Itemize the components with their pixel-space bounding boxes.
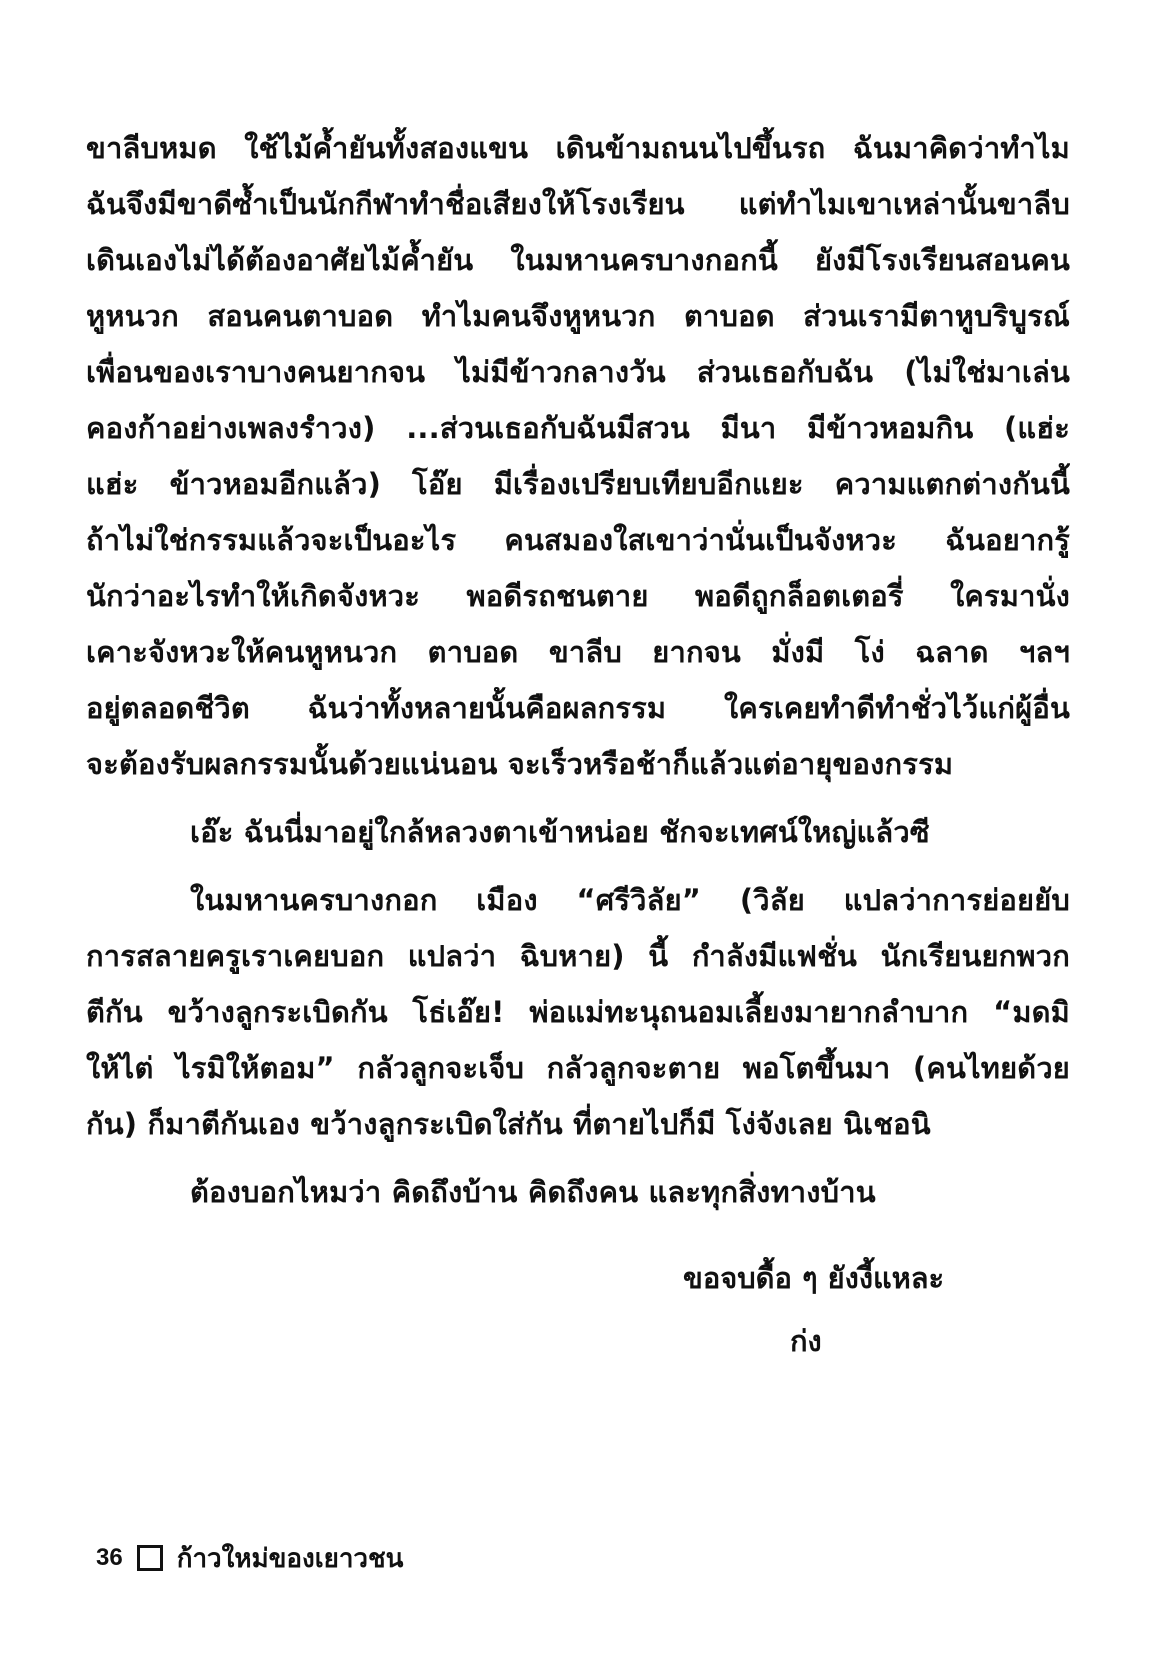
text-line: ให้ไต่ ไรมิให้ตอม” กลัวลูกจะเจ็บ กลัวลูกจะตาย พอโตขึ้นมา (คนไทยด้วย [86,1051,1070,1085]
paragraph-1 [86,120,1070,792]
text-line: ต้องบอกไหมว่า คิดถึงบ้าน คิดถึงคน และทุกสิ่งทางบ้าน [190,1175,876,1209]
text-line: จะต้องรับผลกรรมนั้นด้วยแน่นอน จะเร็วหรือช้าก็แล้วแต่อายุของกรรม [86,747,954,781]
publication-title: ก้าวใหม่ของเยาวชน [176,1543,404,1574]
text-line: เดินเองไม่ได้ต้องอาศัยไม้ค้ำยัน ในมหานครบางกอกนี้ ยังมีโรงเรียนสอนคน [86,243,1070,277]
paragraph-2 [86,804,1070,860]
paragraph-3 [86,872,1070,1152]
text-line: ขาลีบหมด ใช้ไม้ค้ำยันทั้งสองแขน เดินข้ามถนนไปขึ้นรถ ฉันมาคิดว่าทำไม [86,131,1070,165]
letter-body [86,120,1070,1220]
text-line: ตีกัน ขว้างลูกระเบิดกัน โธ่เอ๊ย! พ่อแม่ทะนุถนอมเลี้ยงมายากลำบาก “มดมิ [86,995,1070,1029]
text-line: เอ๊ะ ฉันนี่มาอยู่ใกล้หลวงตาเข้าหน่อย ชักจะเทศน์ใหญ่แล้วซี [190,815,930,849]
text-line: คองก้าอย่างเพลงรำวง) ...ส่วนเธอกับฉันมีสวน มีนา มีข้าวหอมกิน (แฮ่ะ [86,411,1070,445]
text-line: กัน) ก็มาตีกันเอง ขว้างลูกระเบิดใส่กัน ที่ตายไปก็มี โง่จังเลย นิเชอนิ [86,1107,931,1141]
text-line: หูหนวก สอนคนตาบอด ทำไมคนจึงหูหนวก ตาบอด ส่วนเรามีตาหูบริบูรณ์ [86,299,1070,333]
closing-farewell: ขอจบดื้อ ๆ ยังงี้แหละ [683,1261,945,1295]
text-line: การสลายครูเราเคยบอก แปลว่า ฉิบหาย) นี้ กำลังมีแฟชั่น นักเรียนยกพวก [86,939,1070,973]
text-line: เพื่อนของเราบางคนยากจน ไม่มีข้าวกลางวัน ส่วนเธอกับฉัน (ไม่ใช่มาเล่น [86,355,1070,389]
text-line: อยู่ตลอดชีวิต ฉันว่าทั้งหลายนั้นคือผลกรรม ใครเคยทำดีทำชั่วไว้แก่ผู้อื่น [86,691,1070,725]
text-line: ถ้าไม่ใช่กรรมแล้วจะเป็นอะไร คนสมองใสเขาว่านั่นเป็นจังหวะ ฉันอยากรู้ [86,523,1070,557]
paragraph-4 [86,1164,1070,1220]
signature: ก่ง [790,1324,822,1358]
square-box-icon [137,1545,163,1571]
page-number: 36 [96,1544,123,1571]
text-line: แฮ่ะ ข้าวหอมอีกแล้ว) โอ๊ย มีเรื่องเปรียบเทียบอีกแยะ ความแตกต่างกันนี้ [86,467,1070,501]
text-line: ในมหานครบางกอก เมือง “ศรีวิลัย” (วิลัย แปลว่าการย่อยยับ [190,883,1070,917]
text-line: ฉันจึงมีขาดีซ้ำเป็นนักกีฬาทำชื่อเสียงให้โรงเรียน แต่ทำไมเขาเหล่านั้นขาลีบ [86,187,1070,221]
text-line: นักว่าอะไรทำให้เกิดจังหวะ พอดีรถชนตาย พอดีถูกล็อตเตอรี่ ใครมานั่ง [86,579,1070,613]
text-line: เคาะจังหวะให้คนหูหนวก ตาบอด ขาลีบ ยากจน มั่งมี โง่ ฉลาด ฯลฯ [86,635,1070,669]
page-footer [96,1538,403,1578]
